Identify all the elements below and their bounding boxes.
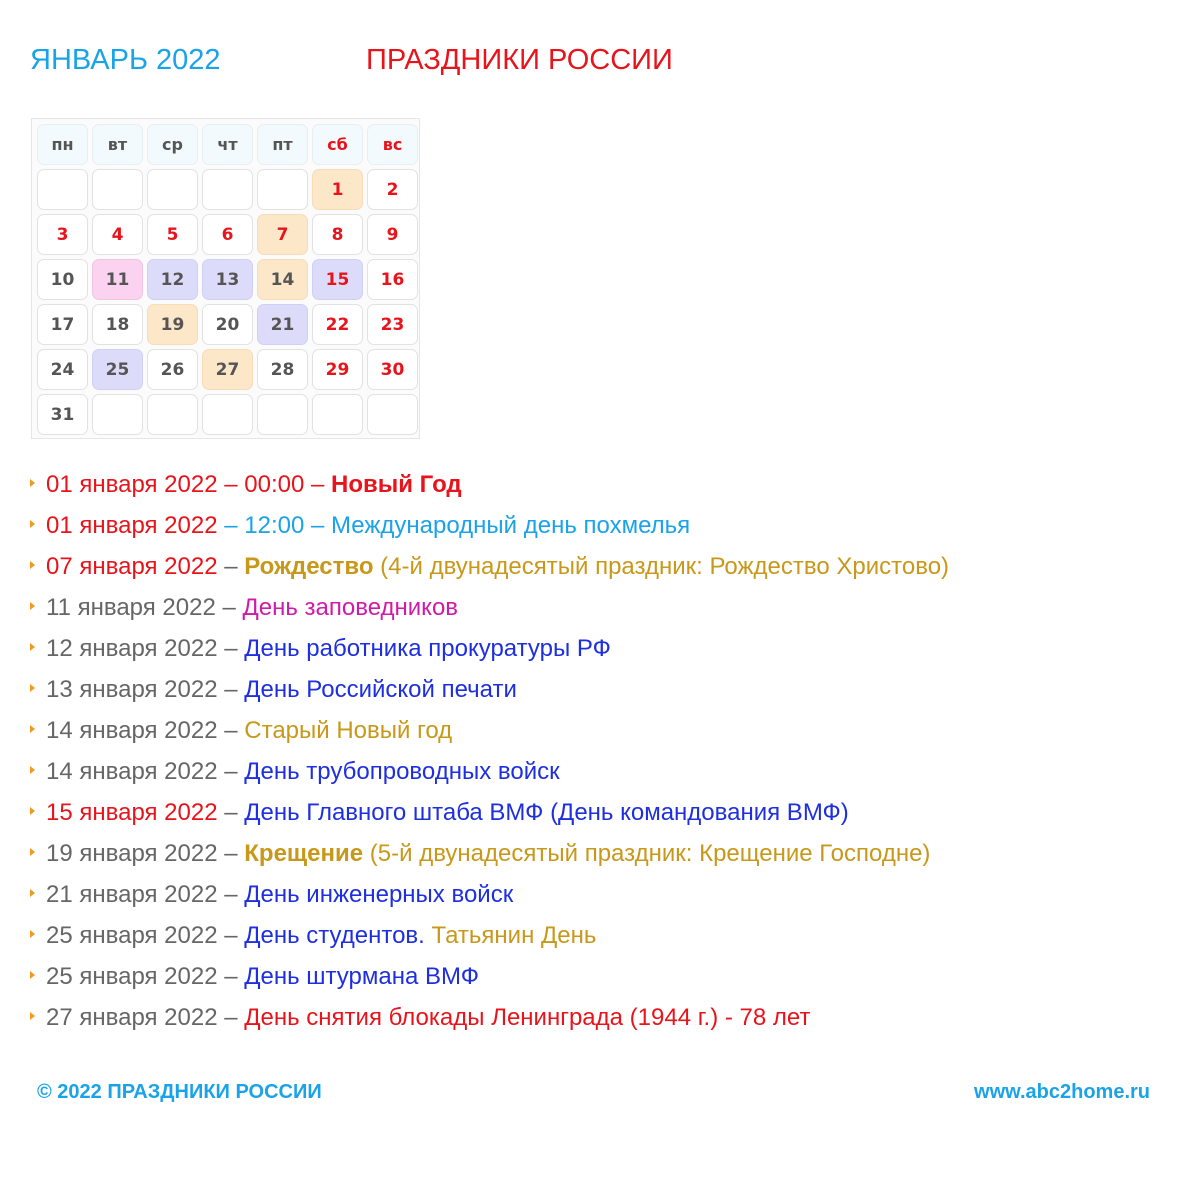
day-cell: 20 — [202, 304, 253, 345]
weekday-header: чт — [202, 124, 253, 165]
holiday-text: (5-й двунадесятый праздник: Крещение Господне) — [363, 840, 931, 867]
triangle-bullet-icon — [30, 561, 35, 569]
holiday-text: Старый Новый год — [244, 717, 453, 744]
weekday-header: вт — [92, 124, 143, 165]
triangle-bullet-icon — [30, 848, 35, 856]
holiday-text: День работника прокуратуры РФ — [244, 635, 611, 662]
day-cell: 1 — [312, 169, 363, 210]
day-cell: 15 — [312, 259, 363, 300]
triangle-bullet-icon — [30, 684, 35, 692]
weekday-header: ср — [147, 124, 198, 165]
holiday-item — [30, 464, 949, 505]
holiday-text: – — [217, 881, 245, 908]
day-cell: 24 — [37, 349, 88, 390]
day-cell: 13 — [202, 259, 253, 300]
holiday-text: День штурмана ВМФ — [244, 963, 479, 990]
empty-day-cell — [202, 169, 253, 210]
triangle-bullet-icon — [30, 889, 35, 897]
holiday-item — [30, 505, 949, 546]
holiday-date: 01 января 2022 — [46, 512, 218, 539]
empty-day-cell — [92, 394, 143, 435]
empty-day-cell — [147, 169, 198, 210]
holiday-text: – — [217, 840, 245, 867]
holiday-date: 13 января 2022 — [46, 676, 218, 703]
weekday-header: сб — [312, 124, 363, 165]
day-cell: 11 — [92, 259, 143, 300]
triangle-bullet-icon — [30, 807, 35, 815]
footer-copyright: © 2022 ПРАЗДНИКИ РОССИИ — [37, 1081, 322, 1103]
holiday-date: 21 января 2022 — [46, 881, 218, 908]
holiday-item — [30, 874, 949, 915]
holiday-text: – 00:00 – — [217, 471, 332, 498]
holiday-date: 11 января 2022 — [46, 594, 216, 621]
holiday-text: – — [217, 963, 245, 990]
triangle-bullet-icon — [30, 725, 35, 733]
day-cell: 8 — [312, 214, 363, 255]
holiday-date: 27 января 2022 — [46, 1004, 218, 1031]
footer-site-link[interactable]: www.abc2home.ru — [974, 1081, 1150, 1103]
triangle-bullet-icon — [30, 643, 35, 651]
day-cell: 19 — [147, 304, 198, 345]
holiday-date: 25 января 2022 — [46, 963, 218, 990]
triangle-bullet-icon — [30, 971, 35, 979]
holiday-item — [30, 792, 949, 833]
day-cell: 6 — [202, 214, 253, 255]
site-title: ПРАЗДНИКИ РОССИИ — [366, 44, 673, 76]
day-cell: 2 — [367, 169, 418, 210]
triangle-bullet-icon — [30, 1012, 35, 1020]
empty-day-cell — [257, 169, 308, 210]
holiday-item — [30, 587, 949, 628]
triangle-bullet-icon — [30, 479, 35, 487]
weekday-header: вс — [367, 124, 418, 165]
holiday-item — [30, 915, 949, 956]
day-cell: 14 — [257, 259, 308, 300]
holiday-text: Татьянин День — [424, 922, 597, 949]
day-cell: 22 — [312, 304, 363, 345]
day-cell: 25 — [92, 349, 143, 390]
holiday-text: День инженерных войск — [244, 881, 514, 908]
holiday-text: – — [217, 553, 245, 580]
holiday-date: 19 января 2022 — [46, 840, 218, 867]
day-cell: 9 — [367, 214, 418, 255]
holiday-text: – — [217, 717, 245, 744]
holiday-date: 01 января 2022 — [46, 471, 218, 498]
weekday-header: пт — [257, 124, 308, 165]
triangle-bullet-icon — [30, 766, 35, 774]
holiday-item — [30, 546, 949, 587]
day-cell: 16 — [367, 259, 418, 300]
empty-day-cell — [92, 169, 143, 210]
day-cell: 4 — [92, 214, 143, 255]
weekday-header: пн — [37, 124, 88, 165]
empty-day-cell — [37, 169, 88, 210]
holiday-text: – — [217, 1004, 245, 1031]
day-cell: 27 — [202, 349, 253, 390]
holiday-text: – — [217, 922, 245, 949]
day-cell: 21 — [257, 304, 308, 345]
holiday-date: 25 января 2022 — [46, 922, 218, 949]
day-cell: 26 — [147, 349, 198, 390]
day-cell: 31 — [37, 394, 88, 435]
day-cell: 29 — [312, 349, 363, 390]
day-cell: 23 — [367, 304, 418, 345]
triangle-bullet-icon — [30, 930, 35, 938]
holiday-text: – 12:00 – Международный день похмелья — [217, 512, 691, 539]
day-cell: 30 — [367, 349, 418, 390]
holiday-item — [30, 956, 949, 997]
day-cell: 18 — [92, 304, 143, 345]
empty-day-cell — [312, 394, 363, 435]
holiday-text: День заповедников — [242, 594, 459, 621]
day-cell: 10 — [37, 259, 88, 300]
empty-day-cell — [147, 394, 198, 435]
holiday-date: 14 января 2022 — [46, 758, 218, 785]
holiday-text: – — [217, 799, 245, 826]
holiday-item — [30, 833, 949, 874]
day-cell: 5 — [147, 214, 198, 255]
holiday-text: День снятия блокады Ленинграда (1944 г.) - 78 лет — [244, 1004, 811, 1031]
holiday-item — [30, 710, 949, 751]
holiday-text: – — [217, 758, 245, 785]
holiday-text: День Главного штаба ВМФ (День командования ВМФ) — [244, 799, 849, 826]
day-cell: 12 — [147, 259, 198, 300]
day-cell: 17 — [37, 304, 88, 345]
empty-day-cell — [367, 394, 418, 435]
month-title: ЯНВАРЬ 2022 — [30, 44, 221, 76]
holiday-text: День трубопроводных войск — [244, 758, 560, 785]
holiday-item — [30, 669, 949, 710]
empty-day-cell — [202, 394, 253, 435]
holiday-text: Рождество — [244, 553, 374, 580]
holiday-date: 07 января 2022 — [46, 553, 218, 580]
day-cell: 3 — [37, 214, 88, 255]
holiday-date: 12 января 2022 — [46, 635, 218, 662]
holiday-text: (4-й двунадесятый праздник: Рождество Христово) — [373, 553, 950, 580]
holiday-date: 14 января 2022 — [46, 717, 218, 744]
holiday-item — [30, 751, 949, 792]
calendar-grid — [37, 124, 418, 435]
holiday-item — [30, 628, 949, 669]
holiday-item — [30, 997, 949, 1038]
day-cell: 7 — [257, 214, 308, 255]
holiday-text: – — [217, 635, 245, 662]
triangle-bullet-icon — [30, 520, 35, 528]
empty-day-cell — [257, 394, 308, 435]
holiday-text: День Российской печати — [244, 676, 517, 703]
holiday-list — [30, 464, 949, 1038]
holiday-text: – — [215, 594, 243, 621]
holiday-text: – — [217, 676, 245, 703]
triangle-bullet-icon — [30, 602, 35, 610]
day-cell: 28 — [257, 349, 308, 390]
holiday-date: 15 января 2022 — [46, 799, 218, 826]
holiday-text: Крещение — [244, 840, 364, 867]
holiday-text: День студентов. — [244, 922, 425, 949]
month-calendar — [31, 118, 420, 439]
holiday-text: Новый Год — [331, 471, 462, 498]
